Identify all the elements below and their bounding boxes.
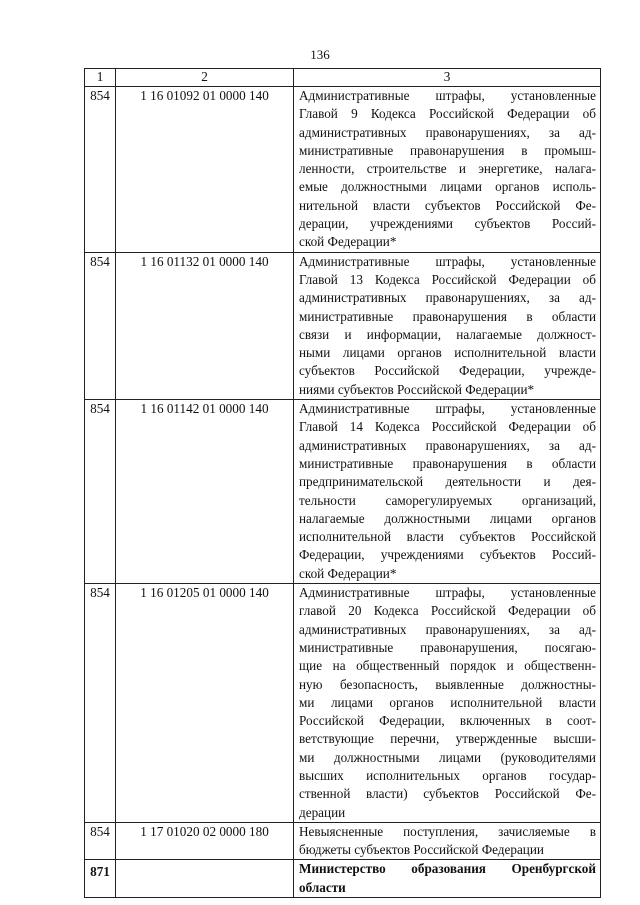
description-line: Министерство образования Оренбургской xyxy=(299,861,596,877)
description-line: министративные правонарушения, посягаю- xyxy=(299,639,596,655)
revenue-description-cell xyxy=(294,860,601,898)
description-line: Главой 14 Кодекса Российской Федерации об xyxy=(299,419,596,435)
description-line: Главой 9 Кодекса Российской Федерации об xyxy=(299,106,596,122)
description-line: Российской Федерации, включенных в соот- xyxy=(299,713,596,729)
table-header-row xyxy=(85,69,601,87)
description-line: налагаемые должностными лицами органов xyxy=(299,510,596,526)
description-line: ную безопасность, выявленные должностны- xyxy=(299,676,596,692)
description-line: Административные штрафы, установленные xyxy=(299,401,596,417)
description-line: тельности саморегулируемых организаций, xyxy=(299,492,596,508)
description-line: Невыясненные поступления, зачисляемые в xyxy=(299,823,596,839)
description-line: бюджеты субъектов Российской Федерации xyxy=(299,842,544,858)
description-line: ленности, строительстве и энергетике, налага- xyxy=(299,161,596,177)
description-line: ской Федерации* xyxy=(299,565,397,581)
description-line: Административные штрафы, установленные xyxy=(299,585,596,601)
table-row xyxy=(85,584,601,823)
description-line: дерации xyxy=(299,804,346,820)
admin-code-cell: 871 xyxy=(85,860,116,898)
description-line: ниями субъектов Российской Федерации* xyxy=(299,381,535,397)
admin-code-cell: 854 xyxy=(85,584,116,823)
description-line: ми лицами органов исполнительной власти xyxy=(299,694,596,710)
description-line: Административные штрафы, установленные xyxy=(299,88,596,103)
description-line: области xyxy=(299,879,346,895)
description-line: ственной власти) субъектов Российской Фе- xyxy=(299,786,596,802)
budget-classification-code-cell: 1 17 01020 02 0000 180 xyxy=(116,822,294,860)
description-line: связи и информации, налагаемые должност- xyxy=(299,326,596,342)
table-row xyxy=(85,252,601,399)
description-line: ными лицами органов исполнительной власти xyxy=(299,345,596,361)
description-line: административных правонарушениях, за ад- xyxy=(299,621,596,637)
budget-classification-code-cell: 1 16 01132 01 0000 140 xyxy=(116,252,294,399)
description-line: главой 20 Кодекса Российской Федерации об xyxy=(299,603,596,619)
description-line: емые должностными лицами органов исполь- xyxy=(299,179,596,195)
table-row xyxy=(85,87,601,253)
description-line: Федерации, учреждениями субъектов Россий- xyxy=(299,547,596,563)
page-number: 136 xyxy=(310,47,330,62)
budget-classification-code-cell: 1 16 01205 01 0000 140 xyxy=(116,584,294,823)
description-line: Административные штрафы, установленные xyxy=(299,253,596,269)
admin-code-cell: 854 xyxy=(85,252,116,399)
budget-classification-code-cell xyxy=(116,860,294,898)
admin-code-cell: 854 xyxy=(85,822,116,860)
description-line: ми должностными лицами (руководителями xyxy=(299,749,596,765)
description-line: министративные правонарушения в промыш- xyxy=(299,142,596,158)
table-row xyxy=(85,860,601,898)
admin-code-cell: 854 xyxy=(85,400,116,584)
description-line: высших исполнительных органов государ- xyxy=(299,767,596,783)
column-header-2: 2 xyxy=(116,69,294,87)
description-line: административных правонарушениях, за ад- xyxy=(299,124,596,140)
description-line: исполнительной власти субъектов Российской xyxy=(299,529,596,545)
description-line: щие на общественный порядок и общественн- xyxy=(299,658,596,674)
revenue-description-cell xyxy=(294,822,601,860)
revenue-description-cell xyxy=(294,252,601,399)
description-line: административных правонарушениях, за ад- xyxy=(299,437,596,453)
table-row xyxy=(85,400,601,584)
admin-code-cell: 854 xyxy=(85,87,116,253)
revenue-description-cell xyxy=(294,584,601,823)
revenue-description-cell xyxy=(294,400,601,584)
description-line: нительной власти субъектов Российской Фе- xyxy=(299,197,596,213)
description-line: ской Федерации* xyxy=(299,234,397,250)
budget-classification-code-cell: 1 16 01142 01 0000 140 xyxy=(116,400,294,584)
column-header-1: 1 xyxy=(85,69,116,87)
table-row xyxy=(85,822,601,860)
description-line: министративные правонарушения в области xyxy=(299,308,596,324)
column-header-3: 3 xyxy=(294,69,601,87)
description-line: министративные правонарушения в области xyxy=(299,455,596,471)
budget-codes-table xyxy=(84,68,601,898)
description-line: дерации, учреждениями субъектов Россий- xyxy=(299,216,596,232)
description-line: предпринимательской деятельности и дея- xyxy=(299,474,596,490)
description-line: административных правонарушениях, за ад- xyxy=(299,290,596,306)
description-line: ветствующие перечни, утвержденные высши- xyxy=(299,731,596,747)
description-line: Главой 13 Кодекса Российской Федерации об xyxy=(299,271,596,287)
budget-classification-code-cell: 1 16 01092 01 0000 140 xyxy=(116,87,294,253)
revenue-description-cell xyxy=(294,87,601,253)
description-line: субъектов Российской Федерации, учрежде- xyxy=(299,363,596,379)
